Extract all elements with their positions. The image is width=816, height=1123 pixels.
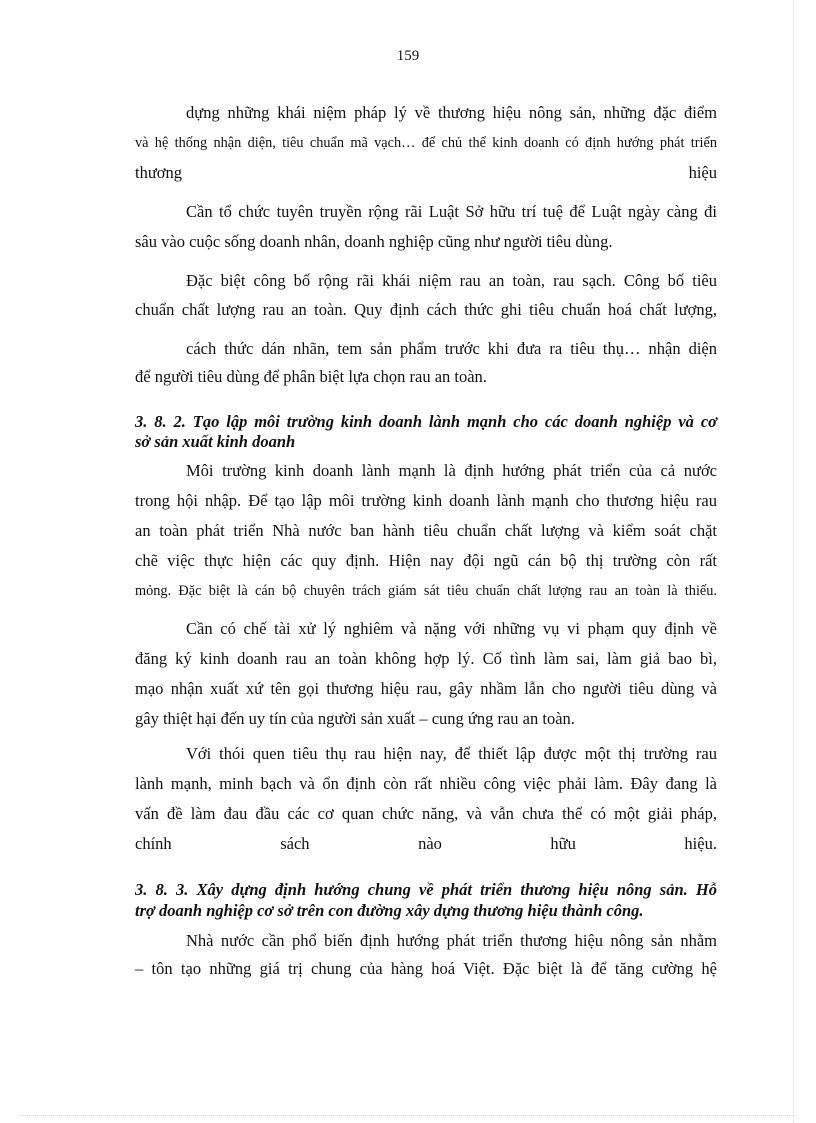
text-word: hiệu. bbox=[684, 834, 717, 853]
page-edge-bottom bbox=[20, 1115, 796, 1117]
text-line: cách thức dán nhãn, tem sản phẩm trước khi đưa ra tiêu thụ… nhận diện bbox=[186, 339, 717, 358]
text-line: chuẩn chất lượng rau an toàn. Quy định cách thức ghi tiêu chuẩn hoá chất lượng, bbox=[135, 300, 717, 319]
text-line: – tôn tạo những giá trị chung của hàng hoá Việt. Đặc biệt là để tăng cường hệ bbox=[135, 959, 717, 978]
text-line: vấn đề làm đau đầu các cơ quan chức năng, và vẫn chưa thể có một giải pháp, bbox=[135, 804, 717, 823]
text-line: an toàn phát triển Nhà nước ban hành tiêu chuẩn chất lượng và kiểm soát chặt bbox=[135, 521, 717, 540]
text-word: hữu bbox=[550, 834, 576, 853]
page-number: 159 bbox=[396, 48, 420, 64]
text-line: Môi trường kinh doanh lành mạnh là định hướng phát triển của cả nước bbox=[186, 461, 717, 480]
text-word: thương bbox=[135, 163, 183, 182]
text-line: và hệ thống nhận diện, tiêu chuẩn mã vạch… để chủ thể kinh doanh có định hướng phát triển bbox=[135, 135, 717, 151]
text-line: Cần tổ chức tuyên truyền rộng rãi Luật Sở hữu trí tuệ để Luật ngày càng đi bbox=[186, 202, 717, 221]
text-line: chẽ việc thực hiện các quy định. Hiện nay đội ngũ cán bộ thị trường còn rất bbox=[135, 551, 717, 570]
text-line: đăng ký kinh doanh rau an toàn không hợp lý. Cố tình làm sai, làm giả bao bì, bbox=[135, 649, 717, 668]
text-line: mỏng. Đặc biệt là cán bộ chuyên trách giám sát tiêu chuẩn chất lượng rau an toàn là thiếu. bbox=[135, 583, 717, 599]
text-line: gây thiệt hại đến uy tín của người sản xuất – cung ứng rau an toàn. bbox=[135, 709, 575, 728]
section-heading: sở sản xuất kinh doanh bbox=[135, 432, 296, 451]
text-line: Cần có chế tài xử lý nghiêm và nặng với những vụ vi phạm quy định về bbox=[186, 619, 717, 638]
text-line: Với thói quen tiêu thụ rau hiện nay, để thiết lập được một thị trường rau bbox=[186, 744, 717, 763]
text-line: trong hội nhập. Để tạo lập môi trường kinh doanh lành mạnh cho thương hiệu rau bbox=[135, 491, 717, 510]
section-heading: 3. 8. 2. Tạo lập môi trường kinh doanh lành mạnh cho các doanh nghiệp và cơ bbox=[135, 412, 717, 431]
text-line: Nhà nước cần phổ biến định hướng phát triển thương hiệu nông sản nhằm bbox=[186, 931, 717, 950]
text-line: để người tiêu dùng để phân biệt lựa chọn rau an toàn. bbox=[135, 367, 487, 386]
text-word: hiệu bbox=[688, 163, 717, 182]
text-word: nào bbox=[418, 834, 442, 853]
text-word: chính bbox=[135, 834, 172, 853]
page-edge-right bbox=[792, 0, 794, 1123]
text-line: Đặc biệt công bố rộng rãi khái niệm rau an toàn, rau sạch. Công bố tiêu bbox=[186, 271, 717, 290]
text-line bbox=[135, 833, 717, 855]
text-line: mạo nhận xuất xứ tên gọi thương hiệu rau, gây nhầm lẫn cho người tiêu dùng và bbox=[135, 679, 717, 698]
text-line: lành mạnh, minh bạch và ổn định còn rất nhiều công việc phải làm. Đây đang là bbox=[135, 774, 717, 793]
text-line bbox=[135, 162, 717, 184]
section-heading: trợ doanh nghiệp cơ sở trên con đường xây dựng thương hiệu thành công. bbox=[135, 901, 644, 920]
section-heading: 3. 8. 3. Xây dựng định hướng chung về phát triển thương hiệu nông sản. Hỗ bbox=[135, 880, 717, 899]
text-word: sách bbox=[280, 834, 310, 853]
text-line: sâu vào cuộc sống doanh nhân, doanh nghiệp cũng như người tiêu dùng. bbox=[135, 232, 613, 251]
text-line: dựng những khái niệm pháp lý về thương hiệu nông sản, những đặc điểm bbox=[186, 103, 717, 122]
